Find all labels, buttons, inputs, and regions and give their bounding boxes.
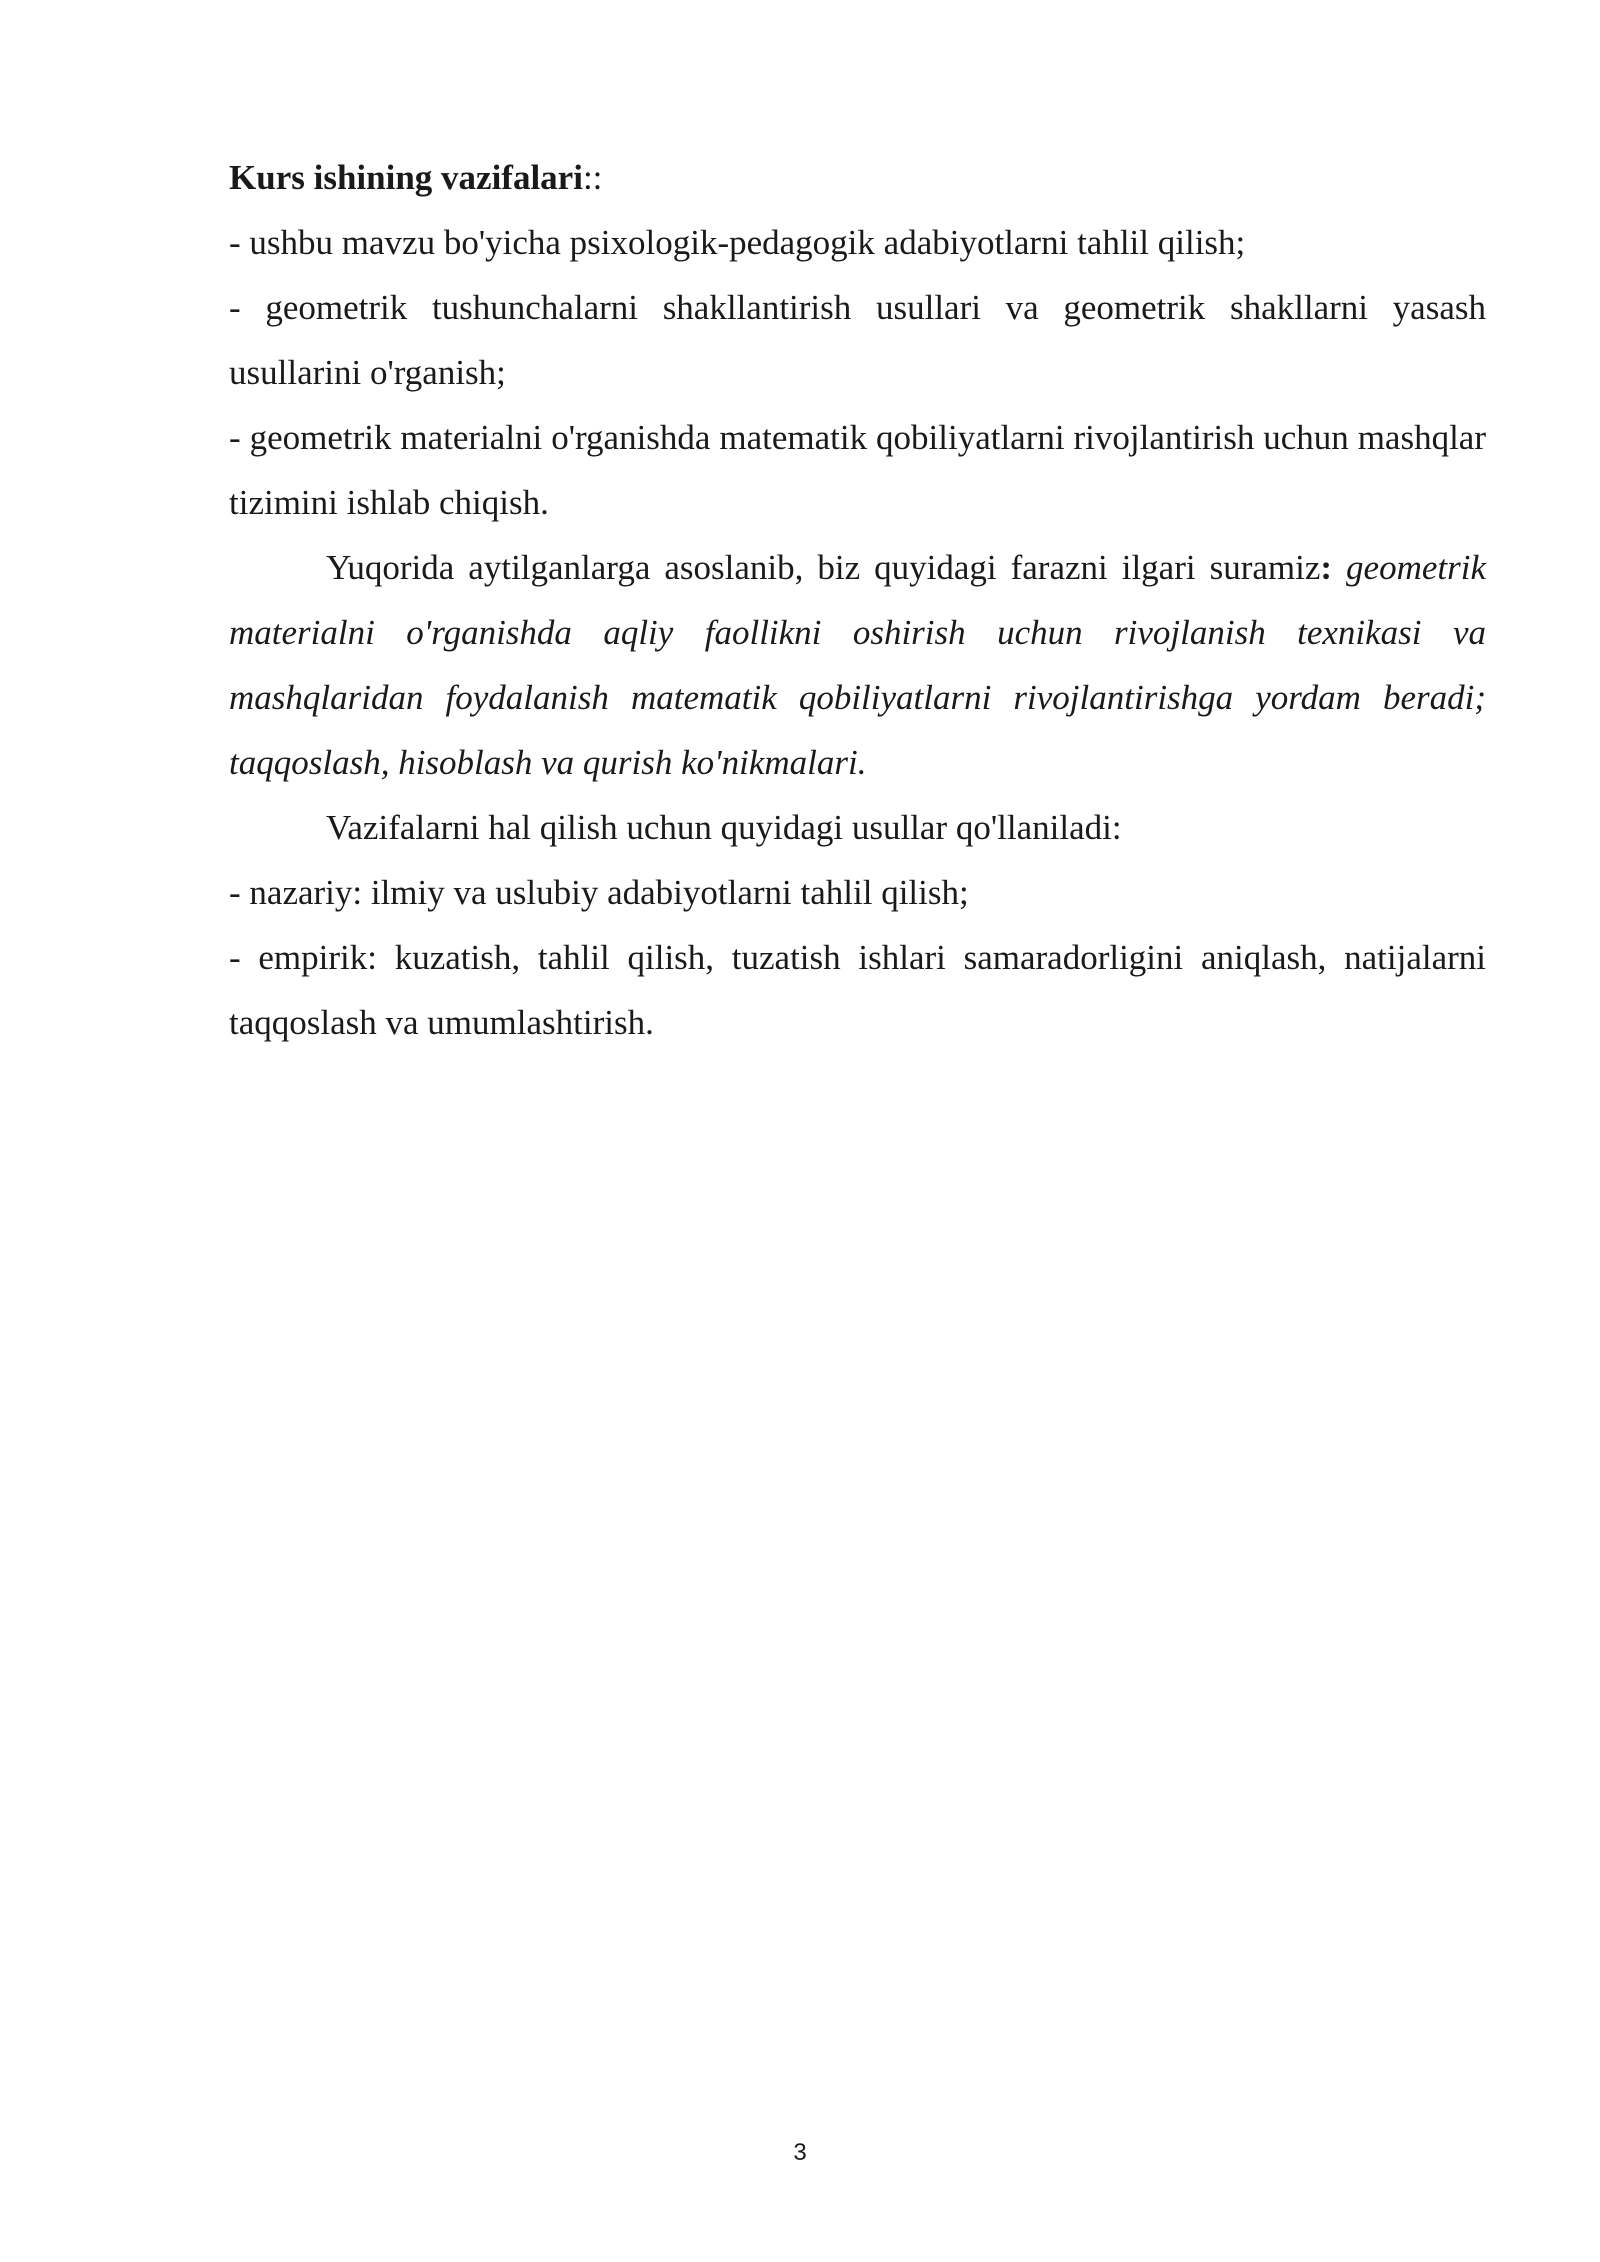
method-item: - empirik: kuzatish, tahlil qilish, tuzatish ishlari samaradorligini aniqlash, natijalarni taqqoslash va umumlashtirish. bbox=[229, 938, 1486, 1042]
section-heading bbox=[229, 145, 1486, 210]
document-body bbox=[229, 145, 1486, 1055]
task-item: - ushbu mavzu bo'yicha psixologik-pedagogik adabiyotlarni tahlil qilish; bbox=[229, 223, 1246, 262]
heading-bold-text: Kurs ishining vazifalari bbox=[229, 158, 583, 197]
task-item: - geometrik materialni o'rganishda matematik qobiliyatlarni rivojlantirish uchun mashqlar tizimini ishlab chiqish. bbox=[229, 418, 1486, 522]
hypothesis-statement: geometrik materialni o'rganishda aqliy faollikni oshirish uchun rivojlanish texnikasi va mashqlaridan foydalanish matematik qobiliyatlarni rivojlantirishga yordam beradi; taqqoslash, hisoblash va qurish ko'nikmalari. bbox=[229, 548, 1486, 782]
hypothesis-paragraph bbox=[229, 535, 1486, 795]
page-number: 3 bbox=[793, 2139, 807, 2166]
method-item: - nazariy: ilmiy va uslubiy adabiyotlarni tahlil qilish; bbox=[229, 873, 969, 912]
hypothesis-lead: Yuqorida aytilganlarga asoslanib, biz quyidagi farazni ilgari suramiz bbox=[326, 548, 1321, 587]
heading-suffix: :: bbox=[582, 158, 603, 197]
task-item: - geometrik tushunchalarni shakllantirish usullari va geometrik shakllarni yasash usullarini o'rganish; bbox=[229, 288, 1486, 392]
methods-intro: Vazifalarni hal qilish uchun quyidagi usullar qo'llaniladi: bbox=[326, 808, 1122, 847]
hypothesis-colon: : bbox=[1320, 548, 1333, 587]
